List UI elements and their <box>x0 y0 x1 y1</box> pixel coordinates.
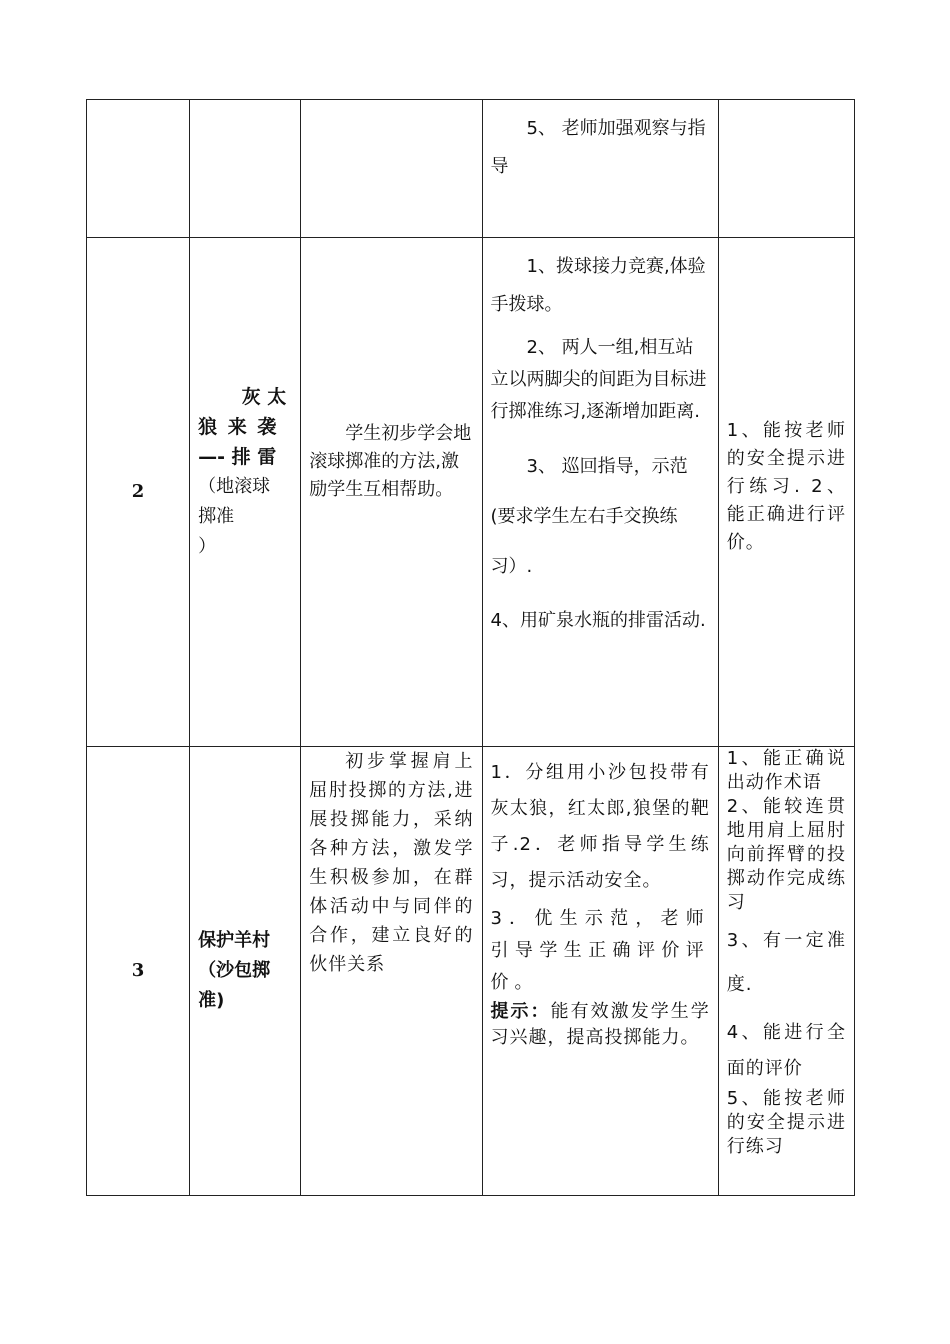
activity-title-line: （地滚球 <box>198 476 271 497</box>
table-row <box>87 238 855 747</box>
activity-title-line: （沙包掷 <box>198 960 271 981</box>
method-cell <box>482 100 718 238</box>
activity-title-line: 掷准 <box>198 506 235 527</box>
method-step: 3、 巡回指导，示范(要求学生左右手交换练习）. <box>490 456 688 577</box>
activity-title-line: —- 排 雷 <box>198 446 277 468</box>
goal-text: 学生初步学会地滚球掷准的方法,激励学生互相帮助。 <box>309 423 472 500</box>
tip-paragraph <box>491 999 710 1051</box>
evaluation-item: 1、能正确说出动作术语 <box>726 748 846 793</box>
goal-cell <box>301 100 482 238</box>
goal-cell <box>301 238 482 747</box>
activity-title-line: 保护羊村 <box>198 930 271 951</box>
lesson-plan-table <box>86 99 855 1196</box>
row-number: 2 <box>87 238 190 747</box>
method-step: 1．分组用小沙包投带有灰太狼，红太郎,狼堡的靶子.2．老师指导学生练习，提示活动安全。 <box>490 762 710 891</box>
activity-title-cell <box>190 747 301 1196</box>
tip-text: 能有效激发学生学习兴趣，提高投掷能力。 <box>490 1001 710 1048</box>
method-cell <box>482 238 718 747</box>
goal-text: 初步掌握肩上屈肘投掷的方法,进展投掷能力，采纳各种方法，激发学生积极参加，在群体活动中与同伴的合作，建立良好的伙伴关系 <box>309 751 474 975</box>
table-row <box>87 100 855 238</box>
table-row <box>87 747 855 1196</box>
activity-title-line: 准) <box>198 990 225 1011</box>
evaluation-item: 3、有一定准度. <box>726 930 846 995</box>
method-cell <box>482 747 718 1196</box>
activity-title-cell <box>190 100 301 238</box>
evaluation-cell <box>718 100 854 238</box>
evaluation-cell <box>718 238 854 747</box>
evaluation-item: 5、能按老师的安全提示进行练习 <box>726 1088 846 1157</box>
method-step: 4、用矿泉水瓶的排雷活动. <box>490 610 706 631</box>
activity-title-cell <box>190 238 301 747</box>
method-step: 3．优生示范，老师引导学生正确评价评价。 <box>490 908 710 993</box>
goal-cell <box>301 747 482 1196</box>
activity-title-line: 灰 太 <box>241 386 287 408</box>
evaluation-cell <box>718 747 854 1196</box>
evaluation-item: 2、能较连贯地用肩上屈肘向前挥臂的投掷动作完成练习 <box>726 796 846 913</box>
activity-title-line: 狼 来 袭 <box>198 416 279 438</box>
method-step: 1、拨球接力竞赛,体验手拨球。 <box>490 256 706 315</box>
method-step: 2、 两人一组,相互站立以两脚尖的间距为目标进行掷准练习,逐渐增加距离. <box>490 337 707 422</box>
tip-label: 提示： <box>490 1001 551 1022</box>
method-step: 5、 老师加强观察与指导 <box>490 118 706 177</box>
row-number-cell <box>87 100 190 238</box>
row-number: 3 <box>87 747 190 1196</box>
evaluation-item: 4、能进行全面的评价 <box>726 1022 846 1079</box>
evaluation-text: 1、能按老师的安全提示进行练习. 2、能正确进行评价。 <box>726 420 846 553</box>
activity-title-line: ） <box>198 536 217 557</box>
